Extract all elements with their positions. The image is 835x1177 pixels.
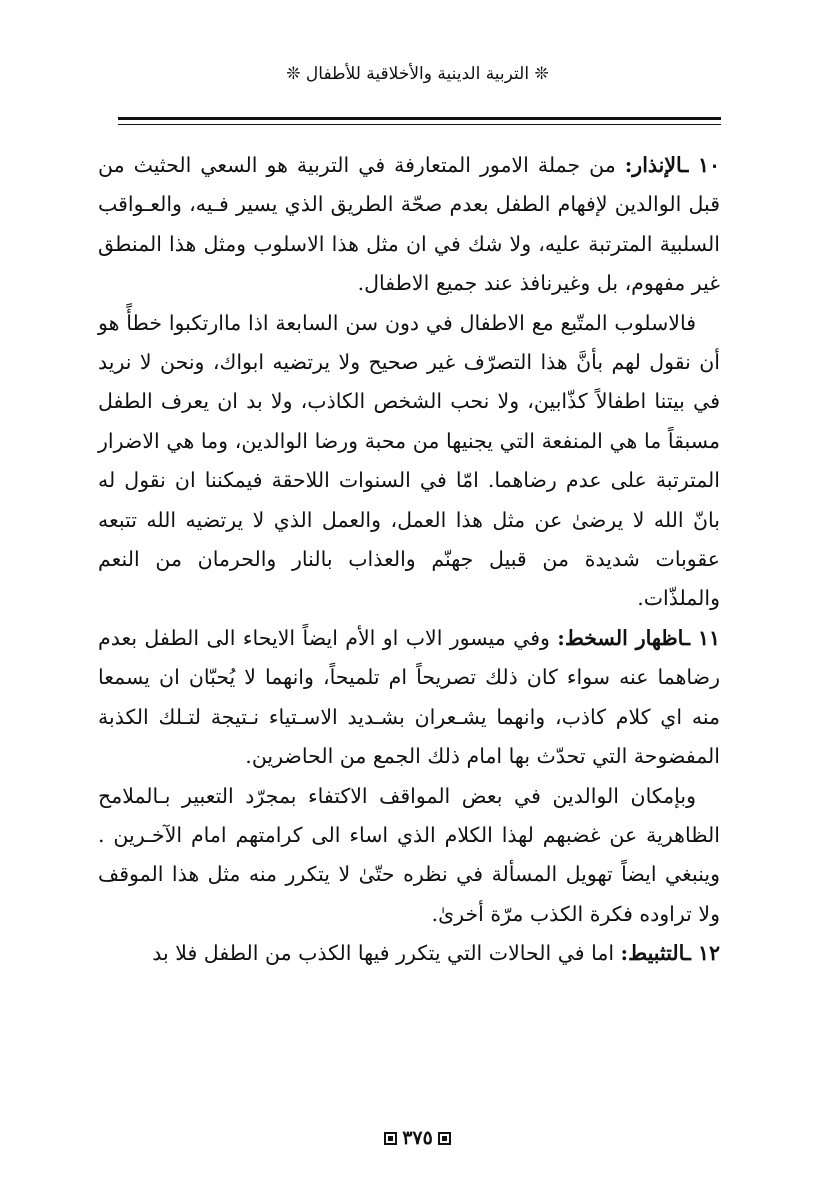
paragraph-text: من جملة الامور المتعارفة في التربية هو السعي الحثيث من قبل الوالدين لإفهام الطفل بعدم صحّة الطريق الذي يسير فـيه، والعـواقب السلبية المترتبة عليه، ولا شك في ان مثل هذا الاسلوب ومثل هذا المنطق غير مفهوم، بل وغيرنافذ عند جميع الاطفال.: [98, 153, 720, 296]
page-footer: [0, 1125, 835, 1151]
ornament-square-icon: [384, 1132, 397, 1145]
paragraph-number: ١١ ـ: [683, 625, 720, 650]
paragraph-heading: التثبيط:: [620, 941, 685, 966]
paragraph-number: ١٠ ـ: [682, 153, 720, 177]
paragraph-text: وفي ميسور الاب او الأم ايضاً الايحاء الى الطفل بعدم رضاهما عنه سواء كان ذلك تصريحاً ام تلميحاً، وانهما لا يُحبّان ان يسمعا منه اي كلام كاذب، وانهما يشـعران بشـديد الاسـتياء نـتيجة لتـلك الكذبة المفضوحة التي تحدّث بها امام ذلك الجمع من الحاضرين.: [98, 625, 720, 769]
paragraph-method: [98, 304, 720, 619]
paragraph-number: ١٢ ـ: [684, 941, 720, 966]
running-header: [0, 62, 835, 86]
body-text: [98, 146, 720, 974]
ornament-square-icon: [438, 1132, 451, 1145]
paragraph-heading: الإنذار:: [624, 153, 683, 177]
paragraph-text: فالاسلوب المتّبع مع الاطفال في دون سن السابعة اذا ماارتكبوا خطأً هو أن نقول لهم بأنَّ هذا التصرّف غير صحيح ولا يرتضيه ابواك، ونحن لا نريد في بيتنا اطفالاً كذّابين، ولا نحب الشخص الكاذب، ولا بد ان يعرف الطفل مسبقاً ما هي المنفعة التي يجنيها من محبة ورضا الوالدين، وما هي الاضرار المترتبة على عدم رضاهما. امّا في السنوات اللاحقة فيمكننا ان نقول له بانّ الله لا يرضىٰ عن مثل هذا العمل، والعمل الذي لا يرتضيه الله تتبعه عقوبات شديدة من قبيل جهنّم والعذاب بالنار والحرمان من النعم والملذّات.: [98, 310, 720, 611]
header-rule-thin: [118, 124, 721, 125]
paragraph-warning: [98, 146, 720, 304]
page-number: ٣٧٥: [402, 1127, 433, 1149]
running-title: ❊ التربية الدينية والأخلاقية للأطفال ❊: [286, 64, 549, 84]
paragraph-text: وبإمكان الوالدين في بعض المواقف الاكتفاء بمجرّد التعبير بـالملامح الظاهرية عن غضبهم لهذا الكلام الذي اساء الى كرامتهم امام الآخـرين . وينبغي ايضاً تهويل المسألة في نظره حتّىٰ لا يتكرر منه مثل هذا الموقف ولا تراوده فكرة الكذب مرّة أخرىٰ.: [98, 783, 720, 926]
paragraph-discouragement: [98, 934, 720, 973]
header-rule-thick: [118, 117, 721, 120]
paragraph-text: اما في الحالات التي يتكرر فيها الكذب من الطفل فلا بد: [152, 941, 621, 966]
paragraph-expression: [98, 777, 720, 935]
paragraph-displeasure: [98, 619, 720, 777]
paragraph-heading: اظهار السخط:: [557, 625, 684, 650]
